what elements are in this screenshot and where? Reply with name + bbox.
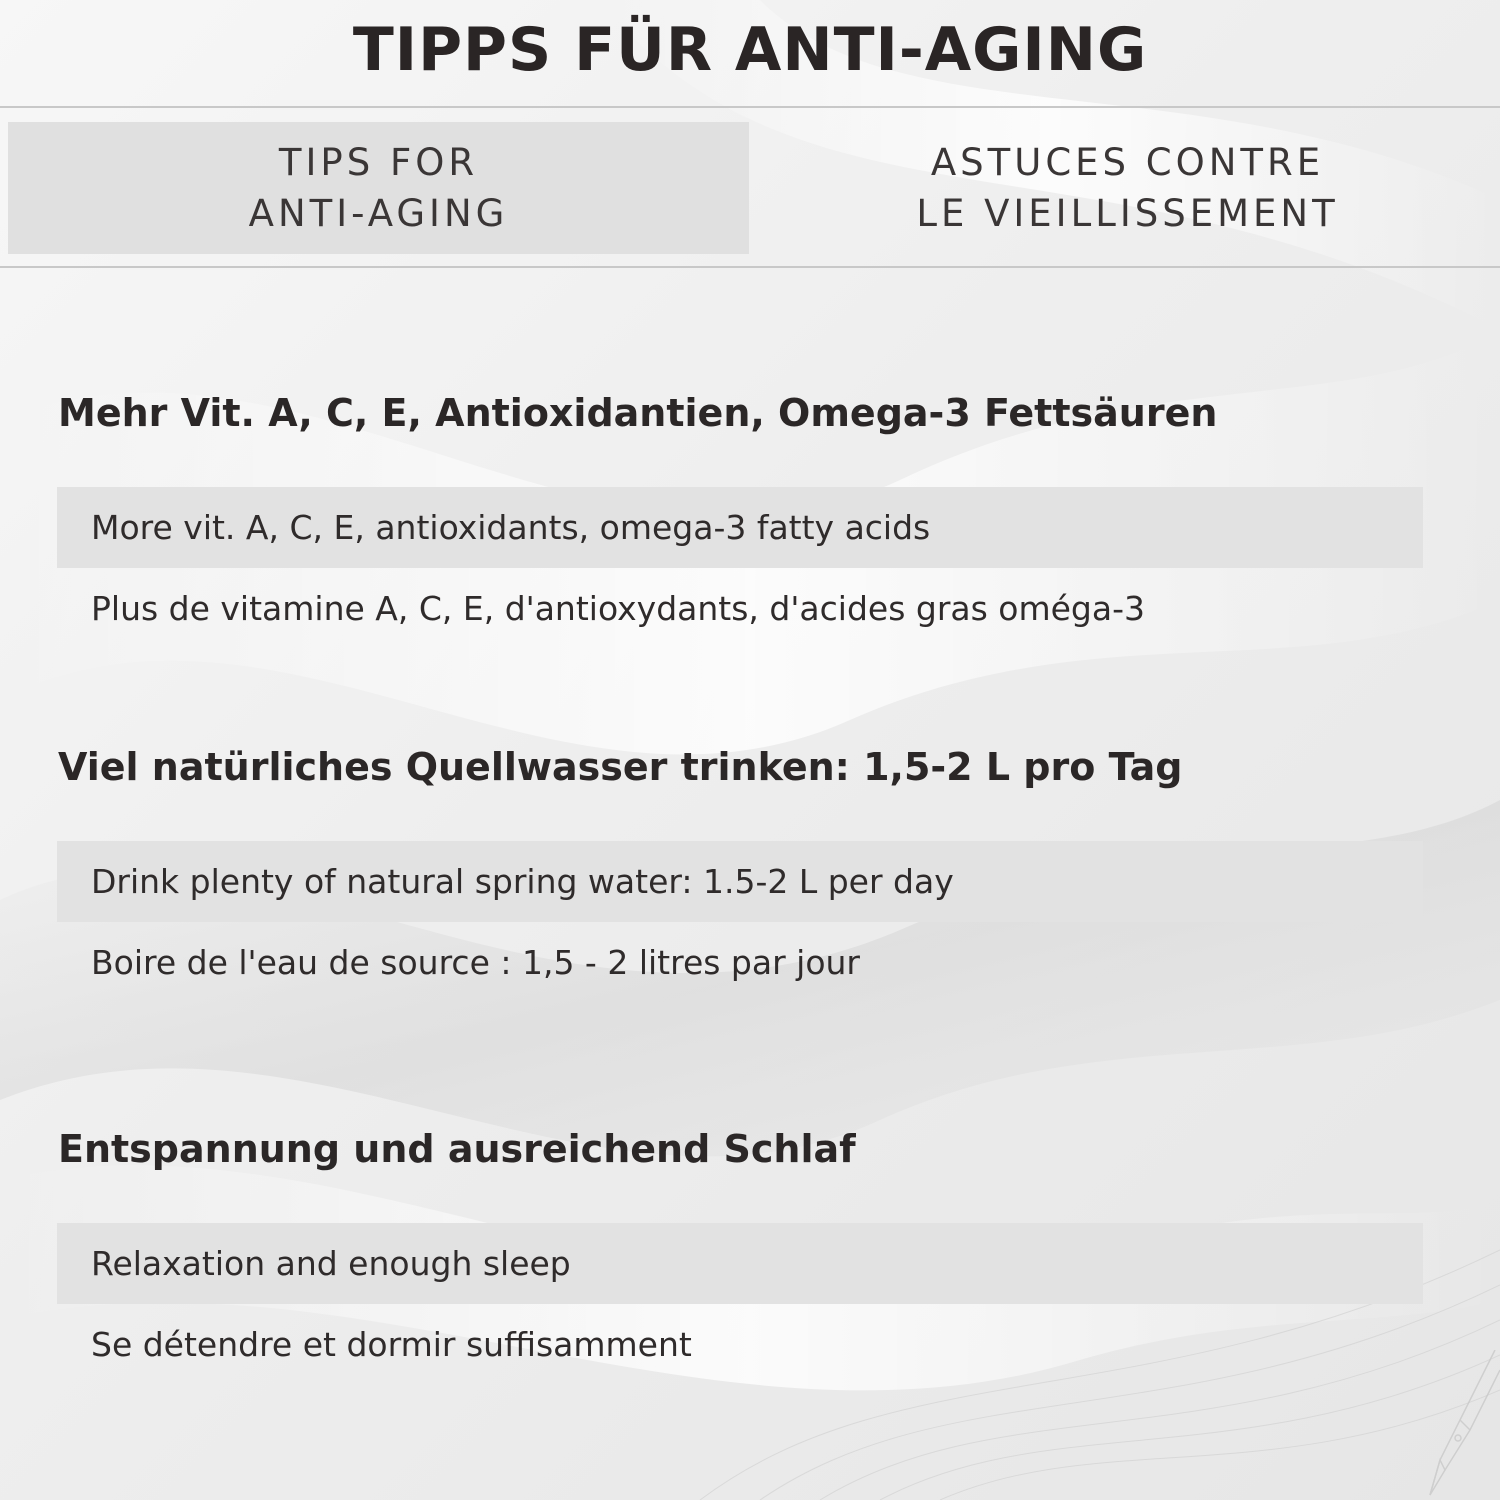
fountain-pen-nib-icon	[1400, 1350, 1500, 1500]
english-subtitle-line-2: ANTI-AGING	[248, 192, 509, 235]
tip-2-english-row	[57, 841, 1423, 922]
tip-1-heading-german: Mehr Vit. A, C, E, Antioxidantien, Omega-3 Fettsäuren	[58, 391, 1218, 435]
tip-2-heading-german: Viel natürliches Quellwasser trinken: 1,5-2 L pro Tag	[58, 745, 1183, 789]
tip-3-english-row	[57, 1223, 1423, 1304]
tip-1-english-text: More vit. A, C, E, antioxidants, omega-3 fatty acids	[91, 508, 931, 547]
english-subtitle-line-1: TIPS FOR	[278, 141, 479, 184]
french-subtitle-line-2: LE VIEILLISSEMENT	[916, 192, 1339, 235]
tip-2-french-text: Boire de l'eau de source : 1,5 - 2 litres par jour	[91, 943, 860, 982]
tip-3-french-text: Se détendre et dormir suffisamment	[91, 1325, 692, 1364]
french-subtitle-box	[755, 122, 1500, 254]
tip-1-french-text: Plus de vitamine A, C, E, d'antioxydants, d'acides gras oméga-3	[91, 589, 1146, 628]
tip-2-english-text: Drink plenty of natural spring water: 1.5-2 L per day	[91, 862, 954, 901]
tip-1-english-row	[57, 487, 1423, 568]
english-subtitle-box	[8, 122, 749, 254]
header-divider-top	[0, 106, 1500, 108]
french-subtitle-line-1: ASTUCES CONTRE	[930, 141, 1325, 184]
tip-3-english-text: Relaxation and enough sleep	[91, 1244, 571, 1283]
page-title: TIPPS FÜR ANTI-AGING	[352, 15, 1148, 85]
header-divider-bottom	[0, 266, 1500, 268]
tip-3-heading-german: Entspannung und ausreichend Schlaf	[58, 1127, 856, 1171]
